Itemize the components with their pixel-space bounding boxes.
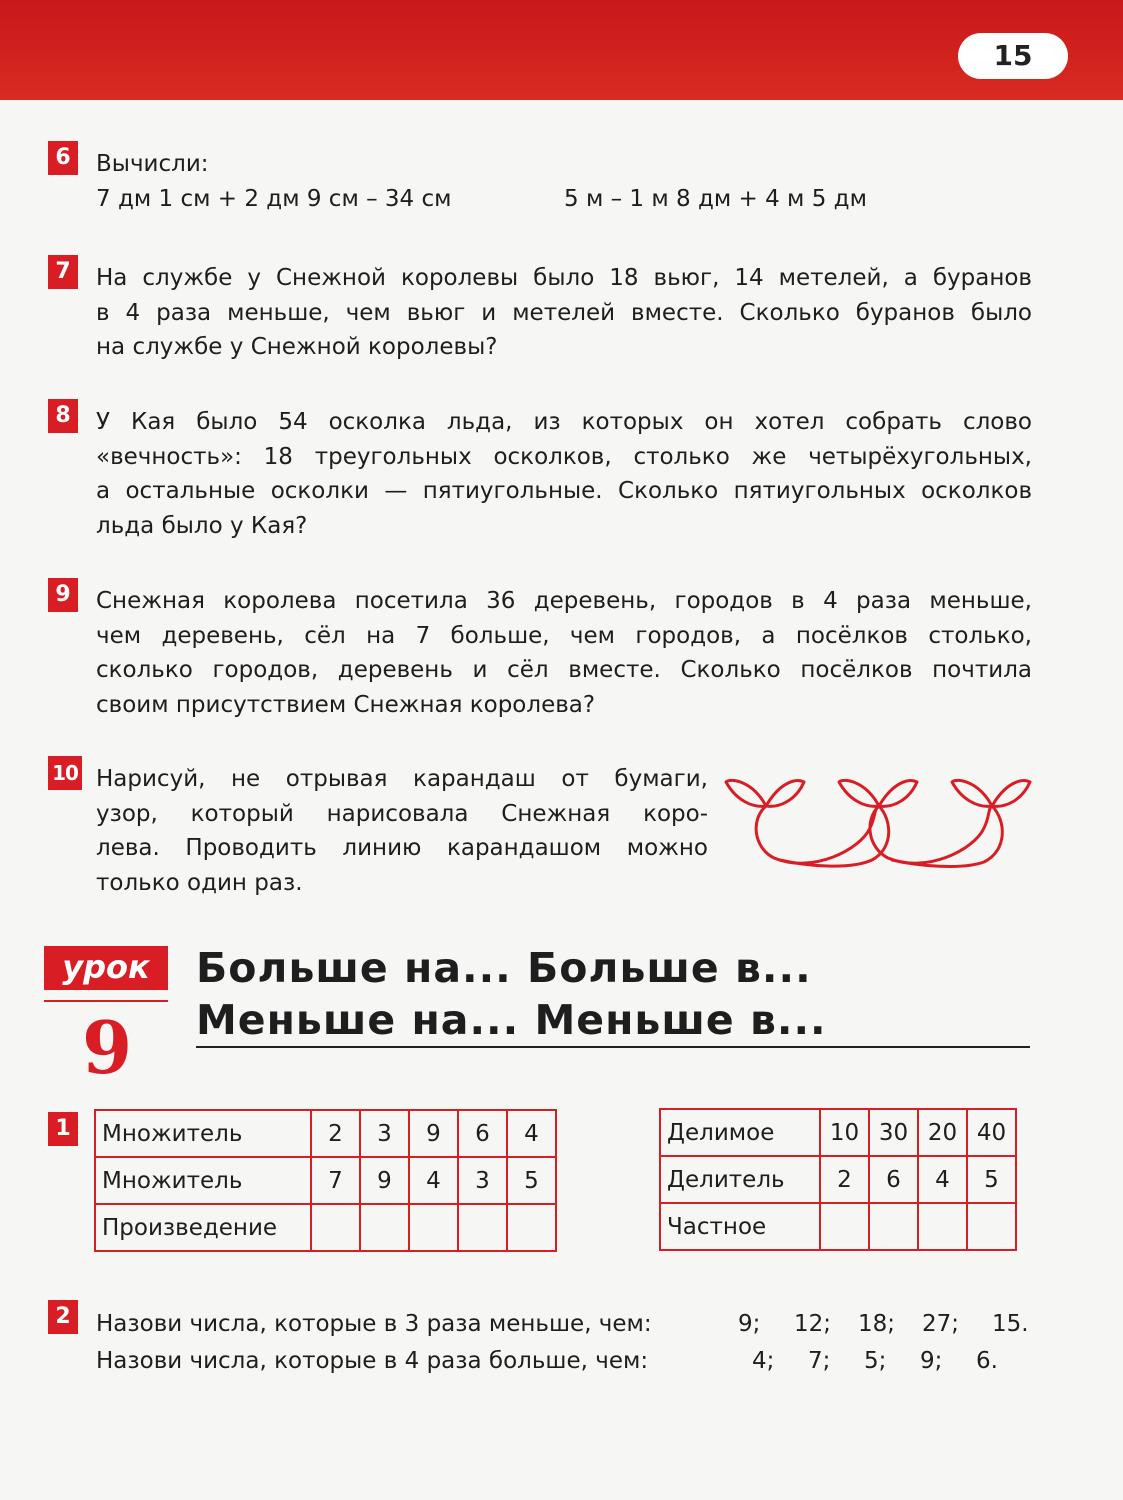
page-number: 15 [958, 33, 1068, 79]
number-item: 15. [992, 1311, 1029, 1337]
table-cell: 10 [820, 1109, 869, 1156]
table-row [660, 1203, 1016, 1250]
number-item: 9; [738, 1311, 761, 1337]
task-line: а остальные осколки — пятиугольные. Сколько пятиугольных осколков [96, 478, 1032, 504]
lesson-number: 9 [82, 1005, 133, 1090]
number-item: 4; [752, 1348, 775, 1374]
lesson-task-2-text [96, 1306, 1036, 1380]
row-label: Делимое [660, 1109, 820, 1156]
task-line: лева. Проводить линию карандашом можно [96, 835, 708, 861]
task-line: своим присутствием Снежная королева? [96, 691, 596, 718]
task-line: на службе у Снежной королевы? [96, 334, 498, 360]
task-number: 8 [48, 399, 78, 433]
task-line: только один раз. [96, 869, 303, 896]
table-cell: 6 [458, 1110, 507, 1157]
empty-answer-cell [967, 1203, 1016, 1250]
table-cell: 30 [869, 1109, 918, 1156]
number-item: 9; [920, 1348, 943, 1374]
task-line: Снежная королева посетила 36 деревень, городов в 4 раза меньше, [96, 588, 1032, 614]
task-line: «вечность»: 18 треугольных осколков, столько же четырёхугольных, [96, 443, 1032, 470]
task-number: 10 [48, 756, 82, 790]
table-cell: 4 [507, 1110, 556, 1157]
table-cell: 2 [820, 1156, 869, 1203]
task-line: в 4 раза меньше, чем вьюг и метелей вместе. Сколько буранов было [96, 299, 1032, 326]
multiplication-table [94, 1109, 557, 1252]
table-cell: 40 [967, 1109, 1016, 1156]
empty-answer-cell [360, 1204, 409, 1251]
number-item: 7; [808, 1348, 831, 1374]
row-label: Произведение [95, 1204, 311, 1251]
row-label: Множитель [95, 1110, 311, 1157]
task-number: 9 [48, 578, 78, 612]
row-label: Частное [660, 1203, 820, 1250]
empty-answer-cell [869, 1203, 918, 1250]
lesson-badge: урок [44, 946, 168, 990]
table-row [95, 1157, 556, 1204]
empty-answer-cell [820, 1203, 869, 1250]
question-line: Назови числа, которые в 3 раза меньше, чем: [96, 1311, 652, 1337]
lesson-badge-underline [44, 1000, 168, 1002]
empty-answer-cell [507, 1204, 556, 1251]
expression-2: 5 м – 1 м 8 дм + 4 м 5 дм [564, 185, 867, 212]
number-item: 18; [858, 1311, 896, 1337]
table-cell: 9 [409, 1110, 458, 1157]
snow-queen-pattern-icon [722, 770, 1038, 876]
task-line: сколько городов, деревень и сёл вместе. Сколько посёлков почтила [96, 657, 1032, 683]
empty-answer-cell [918, 1203, 967, 1250]
lesson-title-line-2: Меньше на... Меньше в... [196, 996, 827, 1044]
top-red-bar [0, 0, 1123, 100]
row-label: Множитель [95, 1157, 311, 1204]
question-line: Назови числа, которые в 4 раза больше, чем: [96, 1348, 649, 1374]
task-line: Нарисуй, не отрывая карандаш от бумаги, [96, 766, 708, 792]
task-number: 1 [48, 1112, 78, 1146]
task-number: 7 [48, 255, 78, 289]
table-cell: 3 [458, 1157, 507, 1204]
table-row [95, 1110, 556, 1157]
table-cell: 4 [918, 1156, 967, 1203]
empty-answer-cell [458, 1204, 507, 1251]
task-line: узор, который нарисовала Снежная коро- [96, 800, 708, 827]
empty-answer-cell [409, 1204, 458, 1251]
task-line: чем деревень, сёл на 7 больше, чем городов, а посёлков столько, [96, 622, 1032, 649]
number-item: 27; [922, 1311, 960, 1337]
table-row [660, 1156, 1016, 1203]
task-number: 2 [48, 1300, 78, 1334]
empty-answer-cell [311, 1204, 360, 1251]
number-item: 6. [976, 1348, 998, 1374]
table-cell: 7 [311, 1157, 360, 1204]
table-cell: 20 [918, 1109, 967, 1156]
task-title: Вычисли: [96, 151, 209, 177]
number-item: 5; [864, 1348, 887, 1374]
table-cell: 4 [409, 1157, 458, 1204]
table-row [660, 1109, 1016, 1156]
table-cell: 2 [311, 1110, 360, 1157]
number-item: 12; [794, 1311, 832, 1337]
table-cell: 5 [507, 1157, 556, 1204]
task-line: На службе у Снежной королевы было 18 вьюг, 14 метелей, а буранов [96, 265, 1032, 291]
table-cell: 3 [360, 1110, 409, 1157]
division-table [659, 1108, 1017, 1251]
title-underline [196, 1046, 1030, 1048]
task-number: 6 [48, 141, 78, 175]
task-line: У Кая было 54 осколка льда, из которых он хотел собрать слово [96, 409, 1032, 435]
row-label: Делитель [660, 1156, 820, 1203]
lesson-title [196, 942, 827, 1046]
table-row [95, 1204, 556, 1251]
table-cell: 9 [360, 1157, 409, 1204]
expression-1: 7 дм 1 см + 2 дм 9 см – 34 см [96, 185, 452, 212]
task-line: льда было у Кая? [96, 512, 308, 539]
lesson-title-line-1: Больше на... Больше в... [196, 944, 812, 992]
table-cell: 5 [967, 1156, 1016, 1203]
table-cell: 6 [869, 1156, 918, 1203]
